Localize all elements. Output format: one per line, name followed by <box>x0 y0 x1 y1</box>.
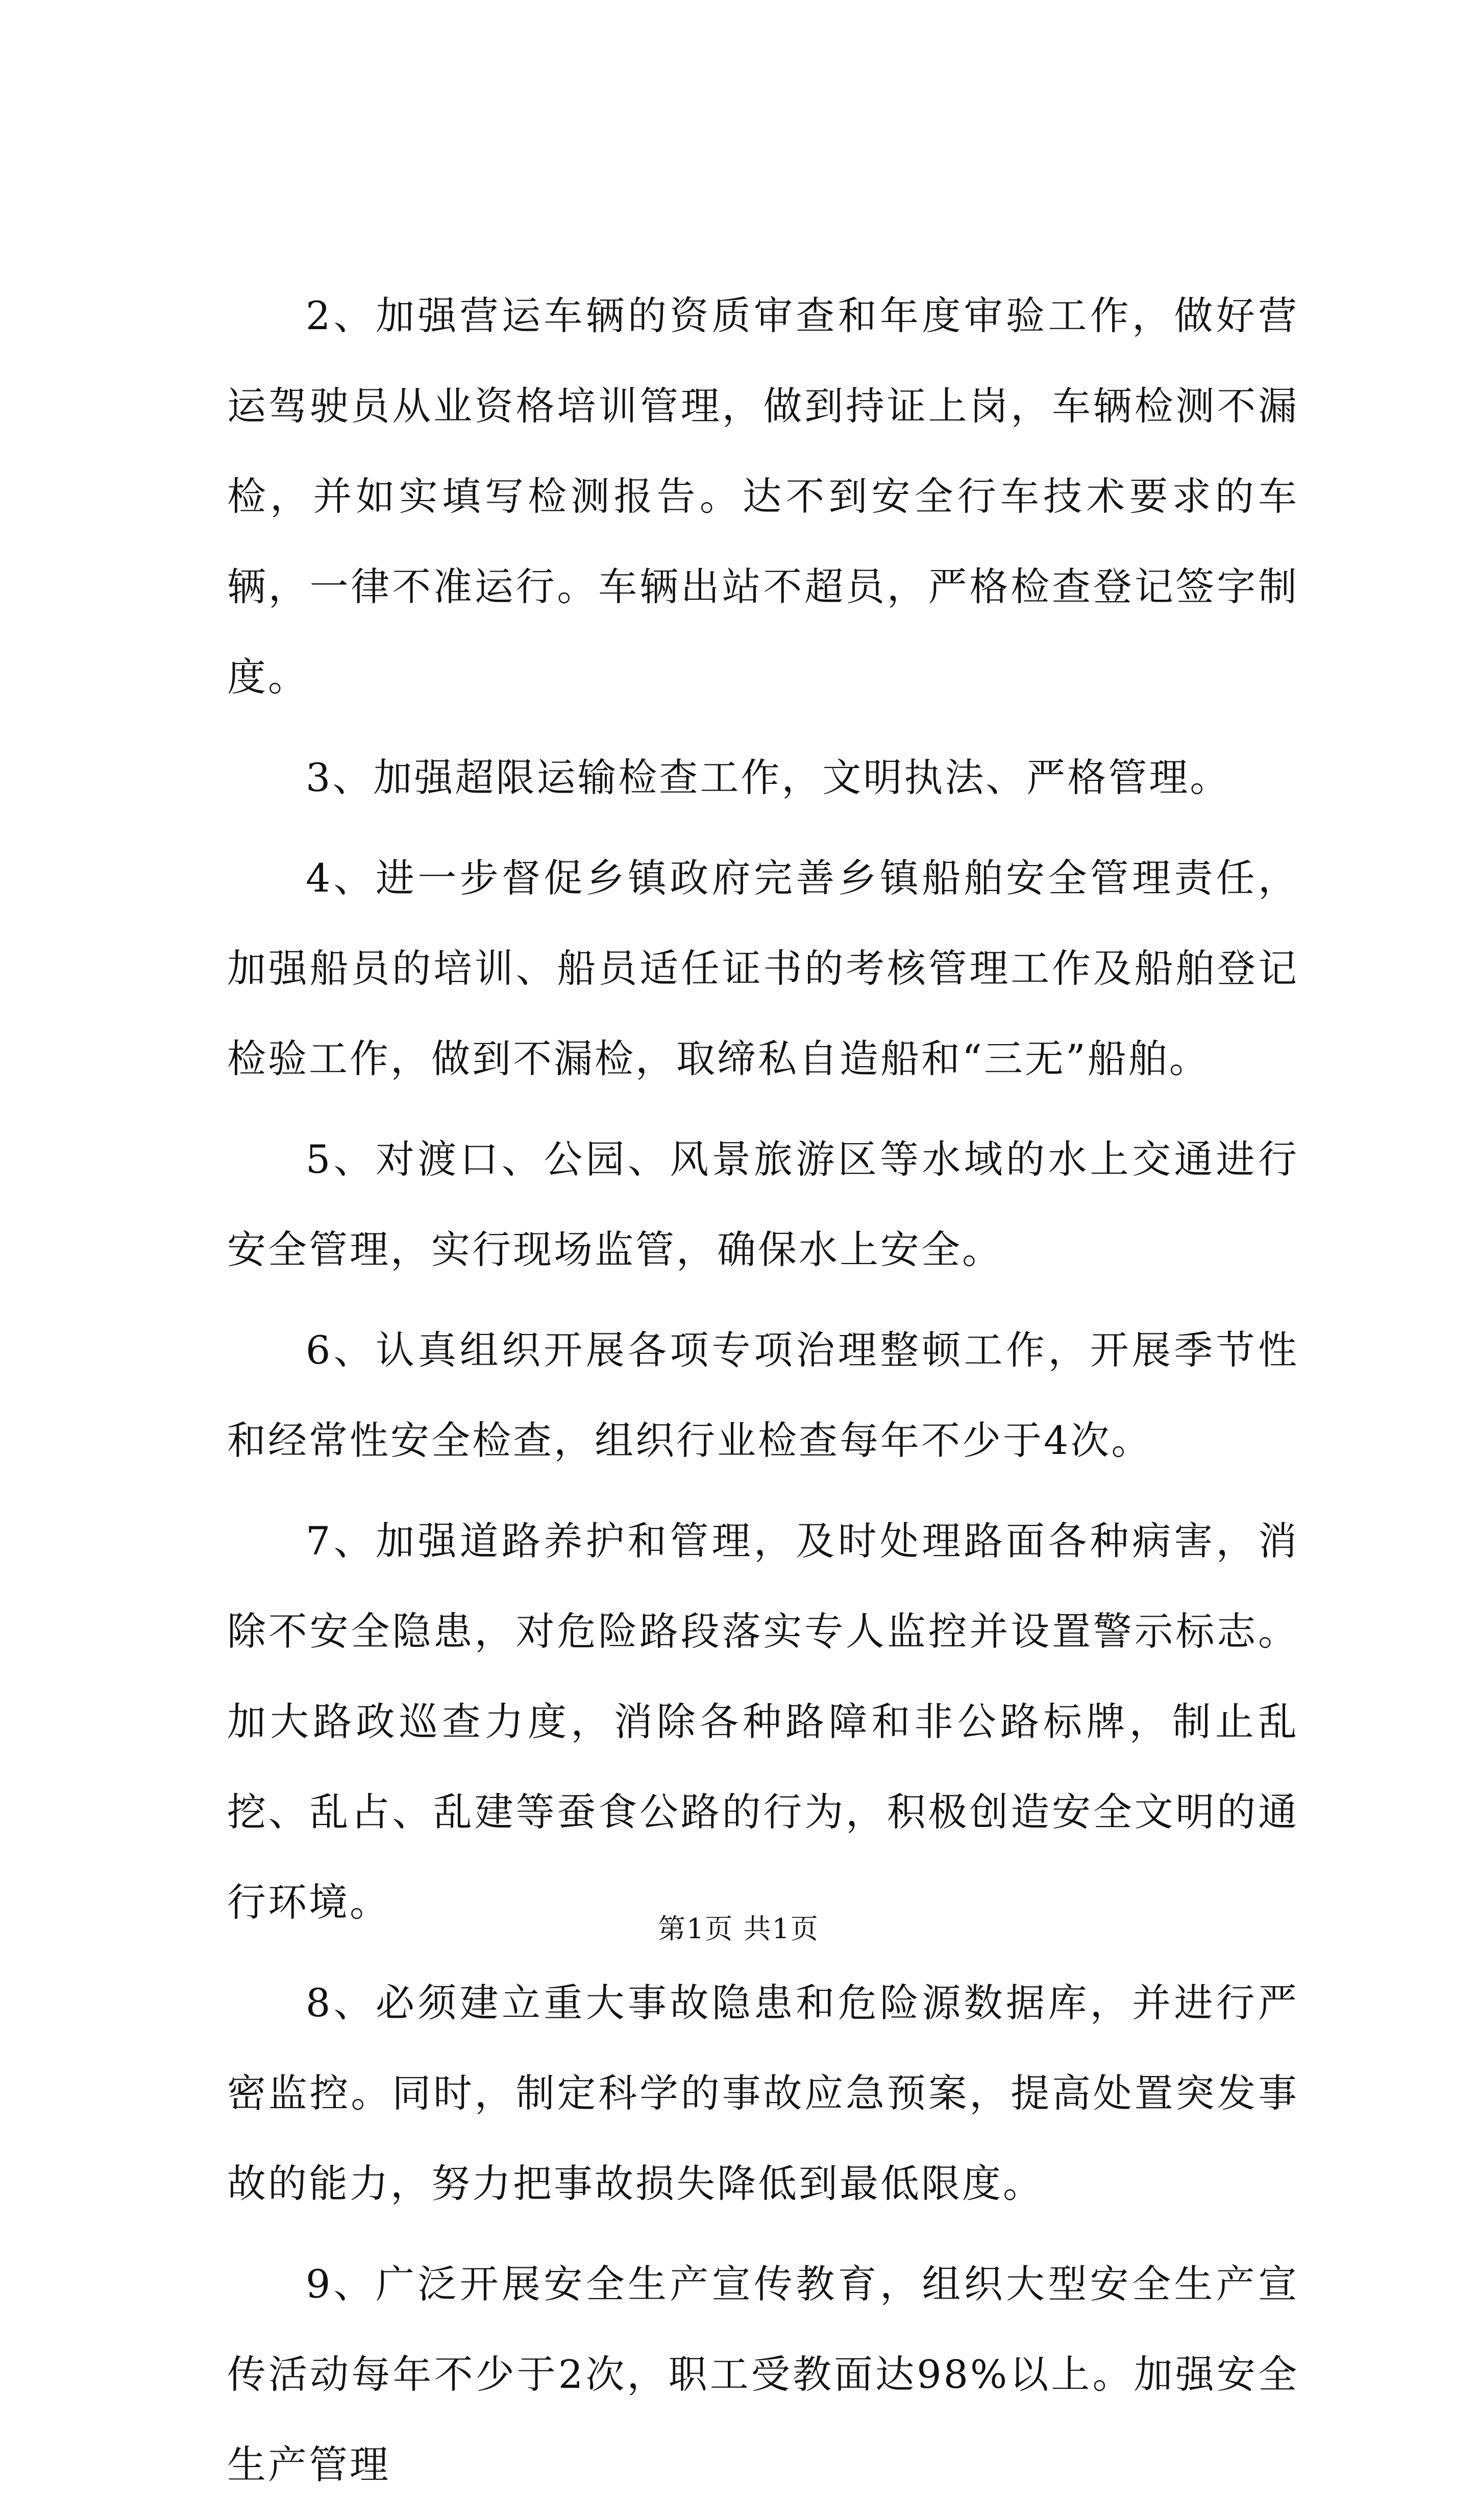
paragraph-item-9: 9、广泛开展安全生产宣传教育，组织大型安全生产宣传活动每年不少于2次，职工受教面达98%以上。加强安全生产管理 <box>227 2261 1299 2487</box>
paragraph-item-5: 5、对渡口、公园、风景旅游区等水域的水上交通进行安全管理，实行现场监管，确保水上安全。 <box>227 1137 1299 1272</box>
paragraph-item-7: 7、加强道路养护和管理，及时处理路面各种病害，消除不安全隐患，对危险路段落实专人监控并设置警示标志。加大路政巡查力度，消除各种路障和非公路标牌，制止乱挖、乱占、乱建等蚕食公路的行为，积极创造安全文明的通行环境。 <box>227 1518 1299 1925</box>
paragraph-item-2: 2、加强营运车辆的资质审查和年度审验工作，做好营运驾驶员从业资格培训管理，做到持证上岗，车辆检测不漏检，并如实填写检测报告。达不到安全行车技术要求的车辆，一律不准运行。车辆出站不超员，严格检查登记签字制度。 <box>227 293 1299 700</box>
document-body <box>227 270 1299 2520</box>
paragraph-item-8: 8、必须建立重大事故隐患和危险源数据库，并进行严密监控。同时，制定科学的事故应急预案，提高处置突发事故的能力，努力把事故损失降低到最低限度。 <box>227 1980 1299 2206</box>
page-number-footer: 第1页 共1页 <box>658 1913 819 1945</box>
paragraph-item-6: 6、认真组织开展各项专项治理整顿工作，开展季节性和经常性安全检查，组织行业检查每年不少于4次。 <box>227 1327 1299 1463</box>
paragraph-item-4: 4、进一步督促乡镇政府完善乡镇船舶安全管理责任，加强船员的培训、船员适任证书的考核管理工作及船舶登记检验工作，做到不漏检，取缔私自造船和“三无”船舶。 <box>227 855 1299 1081</box>
paragraph-item-3: 3、加强超限运输检查工作，文明执法、严格管理。 <box>306 755 1231 800</box>
